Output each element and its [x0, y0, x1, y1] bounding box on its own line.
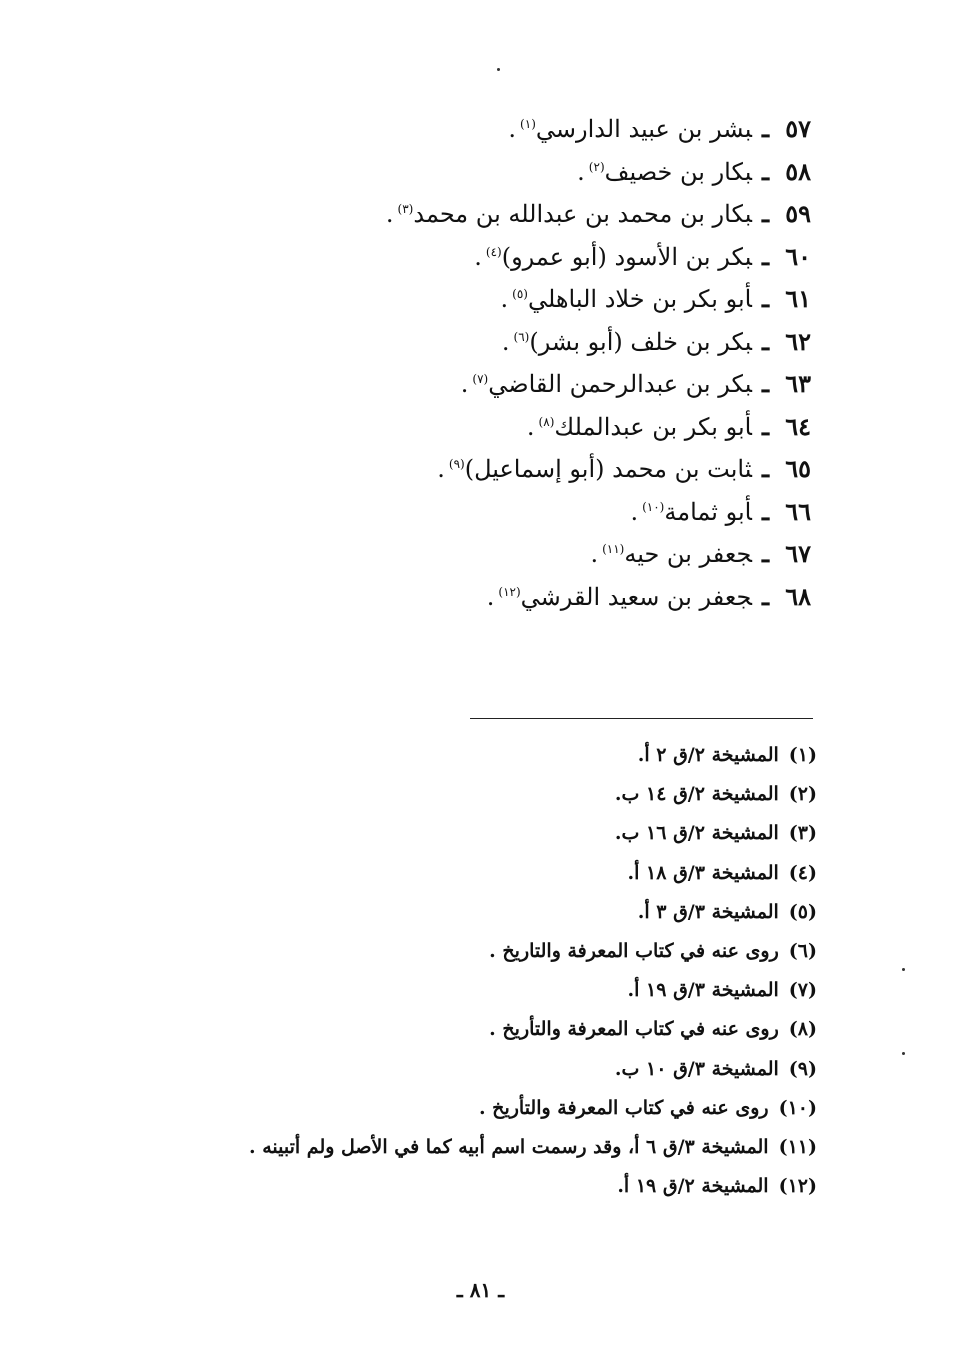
footnote-separator	[470, 718, 813, 719]
footnote	[37, 932, 817, 971]
entry-period: .	[501, 327, 510, 356]
entry-period: .	[508, 115, 517, 143]
entry-name: بكار بن خصيف	[604, 157, 752, 186]
entry-dash: ـ	[761, 411, 769, 441]
footnote-number: (٣)	[788, 822, 817, 845]
entry-period: .	[385, 200, 394, 228]
entry-name: جعفر بن حيه	[624, 540, 752, 568]
footnote-text: المشيخة ٣/ق ٣ أ.	[637, 900, 779, 923]
entry-dash: ـ	[761, 156, 769, 186]
entry-period: .	[500, 285, 509, 313]
footnote	[37, 1089, 817, 1128]
entry-name: أبو بكر بن خلاد الباهلي	[527, 285, 752, 313]
entry-list	[191, 108, 811, 618]
footnote-reference: (١١)	[602, 542, 625, 556]
footnote	[37, 854, 817, 893]
footnote-reference: (١)	[520, 117, 536, 131]
entry-dash: ـ	[761, 369, 769, 398]
entry-name: أبو بكر بن عبدالملك	[554, 412, 752, 441]
entry-name: بكر بن خلف (أبو بشر)	[529, 327, 752, 356]
entry-period: .	[474, 242, 482, 271]
footnote-reference: (٩)	[448, 457, 465, 471]
footnote-text: روى عنه في كتاب المعرفة والتأريخ .	[489, 1018, 779, 1041]
footnote-number: (١)	[788, 744, 817, 766]
footnote-reference: (١٢)	[498, 584, 521, 599]
footnote-reference: (٨)	[538, 414, 555, 429]
footnote	[37, 814, 817, 853]
entry-number: ٦٣	[785, 369, 811, 398]
entry-name: بكر بن الأسود (أبو عمرو)	[501, 242, 752, 271]
entry-number: ٦١	[785, 284, 811, 313]
entry-dash: ـ	[761, 539, 769, 568]
entry-number: ٦٤	[785, 411, 811, 441]
entry	[191, 108, 811, 151]
footnote-reference: (٧)	[472, 372, 489, 386]
footnote-number: (٧)	[788, 979, 817, 1002]
entry-number: ٦٠	[785, 241, 811, 271]
entry-dash: ـ	[761, 326, 769, 356]
entry	[191, 321, 811, 364]
footnote	[37, 1128, 817, 1167]
entry	[191, 151, 811, 194]
scan-speck	[497, 68, 500, 71]
footnote-number: (١١)	[778, 1135, 817, 1158]
entry-period: .	[486, 582, 495, 611]
entry-name: ثابت بن محمد (أبو إسماعيل)	[464, 455, 752, 483]
entry	[191, 278, 811, 321]
footnote-number: (٩)	[788, 1057, 817, 1080]
entry-number: ٦٦	[785, 496, 811, 526]
entry-period: .	[577, 157, 585, 186]
page-number: ـ ٨١ ـ	[456, 1278, 505, 1302]
entry-name: بكر بن عبدالرحمن القاضي	[488, 370, 752, 398]
footnote-number: (٦)	[788, 939, 817, 962]
entry-name: جعفر بن سعيد القرشي	[520, 582, 752, 611]
footnote-reference: (٦)	[513, 329, 530, 344]
entry-dash: ـ	[761, 114, 769, 143]
entry-period: .	[460, 370, 469, 398]
entry-period: .	[590, 540, 599, 568]
entry-number: ٦٧	[785, 539, 811, 568]
footnote	[37, 775, 817, 814]
entry	[191, 533, 811, 576]
entry-number: ٦٢	[785, 326, 811, 356]
entry	[191, 193, 811, 236]
footnote-text: روى عنه في كتاب المعرفة والتأريخ .	[478, 1096, 769, 1119]
footnote-reference: (٢)	[588, 159, 605, 174]
footnote	[37, 736, 817, 775]
entry-period: .	[437, 455, 445, 483]
entry	[191, 491, 811, 534]
footnote	[37, 1167, 817, 1206]
footnote-reference: (١٠)	[642, 499, 665, 514]
scan-speck	[902, 968, 905, 971]
entry-period: .	[526, 412, 535, 441]
footnote-text: المشيخة ٣/ق ١٩ أ.	[627, 979, 779, 1002]
footnote	[37, 971, 817, 1010]
footnote-text: المشيخة ٣/ق ٦ أ، وقد رسمت اسم أبيه كما في الأصل ولم أتبينه .	[249, 1135, 769, 1158]
entry-name: بشر بن عبيد الدارسي	[535, 115, 752, 143]
entry-name: بكار بن محمد بن عبدالله بن محمد	[413, 200, 752, 228]
footnote-text: المشيخة ٢/ق ٢ أ.	[637, 744, 779, 766]
entry-dash: ـ	[761, 496, 769, 526]
entry-number: ٥٩	[785, 199, 811, 228]
footnote-text: المشيخة ٢/ق ١٦ ب.	[614, 822, 779, 845]
entry	[191, 406, 811, 449]
footnote-text: المشيخة ٣/ق ١٨ أ.	[627, 861, 779, 884]
entry-number: ٦٥	[785, 454, 811, 483]
footnote-reference: (٤)	[485, 244, 502, 259]
footnote-number: (١٠)	[778, 1096, 817, 1119]
footnote-text: روى عنه في كتاب المعرفة والتاريخ .	[489, 939, 779, 962]
footnote-number: (٤)	[788, 861, 817, 884]
entry-dash: ـ	[761, 581, 769, 611]
entry	[191, 576, 811, 619]
footnote-text: المشيخة ٣/ق ١٠ ب.	[614, 1057, 779, 1080]
scan-speck	[902, 1052, 905, 1055]
footnote-text: المشيخة ٢/ق ١٩ أ.	[617, 1175, 769, 1198]
footnote	[37, 893, 817, 932]
entry-dash: ـ	[761, 454, 769, 483]
footnote-reference: (٣)	[397, 202, 414, 216]
entry	[191, 363, 811, 406]
entry-name: أبو ثمامة	[664, 497, 752, 526]
footnote-text: المشيخة ٢/ق ١٤ ب.	[614, 783, 779, 806]
footnote-list	[37, 736, 817, 1206]
footnote-number: (٢)	[788, 783, 817, 806]
footnote	[37, 1010, 817, 1049]
entry	[191, 236, 811, 279]
entry-number: ٥٨	[785, 156, 811, 186]
entry-period: .	[630, 497, 639, 526]
entry-number: ٥٧	[785, 114, 811, 143]
footnote-reference: (٥)	[512, 287, 528, 301]
entry-dash: ـ	[761, 284, 769, 313]
entry-dash: ـ	[761, 241, 769, 271]
entry	[191, 448, 811, 491]
entry-number: ٦٨	[785, 581, 811, 611]
footnote-number: (١٢)	[778, 1175, 817, 1198]
footnote	[37, 1050, 817, 1089]
footnote-number: (٥)	[788, 900, 817, 923]
footnote-number: (٨)	[788, 1018, 817, 1041]
entry-dash: ـ	[761, 199, 769, 228]
